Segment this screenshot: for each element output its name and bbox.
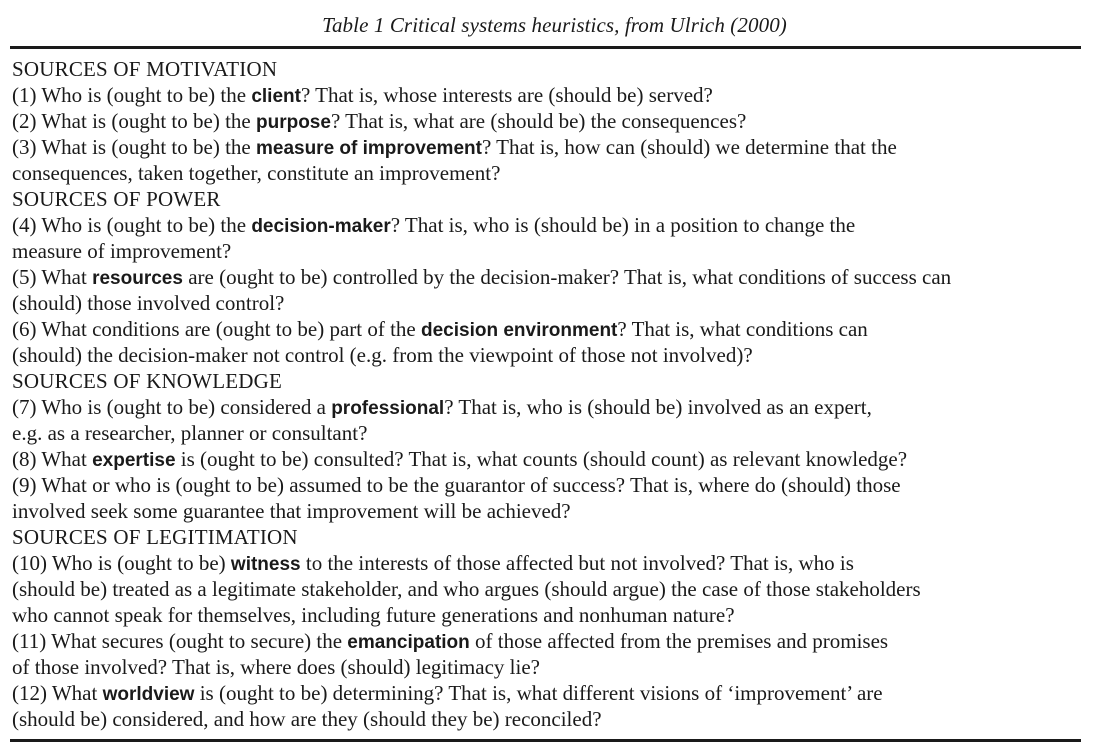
table-row: (should be) treated as a legitimate stakeholder, and who argues (should argue) the case of those stakeholders — [12, 577, 921, 601]
table-row: (should) the decision-maker not control (e.g. from the viewpoint of those not involved)? — [12, 343, 753, 367]
key-term: expertise — [92, 450, 176, 471]
bottom-rule — [10, 739, 1081, 742]
table-row: (1) Who is (ought to be) the client? That is, whose interests are (should be) served? — [12, 83, 713, 107]
table-row: (should) those involved control? — [12, 291, 285, 315]
key-term: measure of improvement — [255, 138, 482, 159]
table-row: (8) What expertise is (ought to be) consulted? That is, what counts (should count) as relevant knowledge? — [12, 447, 908, 471]
table-row: (3) What is (ought to be) the measure of improvement? That is, how can (should) we determine that the — [12, 135, 897, 159]
section-heading-motivation: SOURCES OF MOTIVATION — [12, 57, 278, 81]
section-heading-legitimation: SOURCES OF LEGITIMATION — [12, 525, 298, 549]
table-row: (7) Who is (ought to be) considered a professional? That is, who is (should be) involved as an expert, — [12, 395, 872, 419]
table-row: (5) What resources are (ought to be) controlled by the decision-maker? That is, what conditions of success can — [12, 265, 952, 289]
table-caption: Table 1 Critical systems heuristics, from Ulrich (2000) — [322, 13, 787, 37]
table-row: of those involved? That is, where does (should) legitimacy lie? — [12, 655, 540, 679]
key-term: client — [251, 86, 301, 107]
table-body — [12, 56, 1087, 732]
table-row: involved seek some guarantee that improvement will be achieved? — [12, 499, 571, 523]
key-term: resources — [92, 268, 183, 289]
key-term: worldview — [102, 684, 195, 705]
table-row: (9) What or who is (ought to be) assumed to be the guarantor of success? That is, where do (should) those — [12, 473, 901, 497]
top-rule — [10, 46, 1081, 49]
table-row: (12) What worldview is (ought to be) determining? That is, what different visions of ‘improvement’ are — [12, 681, 883, 705]
table-row: (should be) considered, and how are they (should they be) reconciled? — [12, 707, 602, 731]
table-row: measure of improvement? — [12, 239, 232, 263]
table-row: e.g. as a researcher, planner or consultant? — [12, 421, 368, 445]
key-term: witness — [230, 554, 301, 575]
section-heading-power: SOURCES OF POWER — [12, 187, 221, 211]
table-row: (4) Who is (ought to be) the decision-maker? That is, who is (should be) in a position to change the — [12, 213, 856, 237]
table-row: (2) What is (ought to be) the purpose? That is, what are (should be) the consequences? — [12, 109, 747, 133]
table-row: (10) Who is (ought to be) witness to the interests of those affected but not involved? That is, who is — [12, 551, 854, 575]
key-term: decision environment — [421, 320, 618, 341]
key-term: purpose — [255, 112, 331, 133]
key-term: decision-maker — [251, 216, 391, 237]
table-row: consequences, taken together, constitute an improvement? — [12, 161, 501, 185]
table-row: who cannot speak for themselves, including future generations and nonhuman nature? — [12, 603, 735, 627]
key-term: emancipation — [347, 632, 470, 653]
table-row: (6) What conditions are (ought to be) part of the decision environment? That is, what conditions can — [12, 317, 868, 341]
section-heading-knowledge: SOURCES OF KNOWLEDGE — [12, 369, 283, 393]
key-term: professional — [331, 398, 445, 419]
table-row: (11) What secures (ought to secure) the emancipation of those affected from the premises and promises — [12, 629, 889, 653]
